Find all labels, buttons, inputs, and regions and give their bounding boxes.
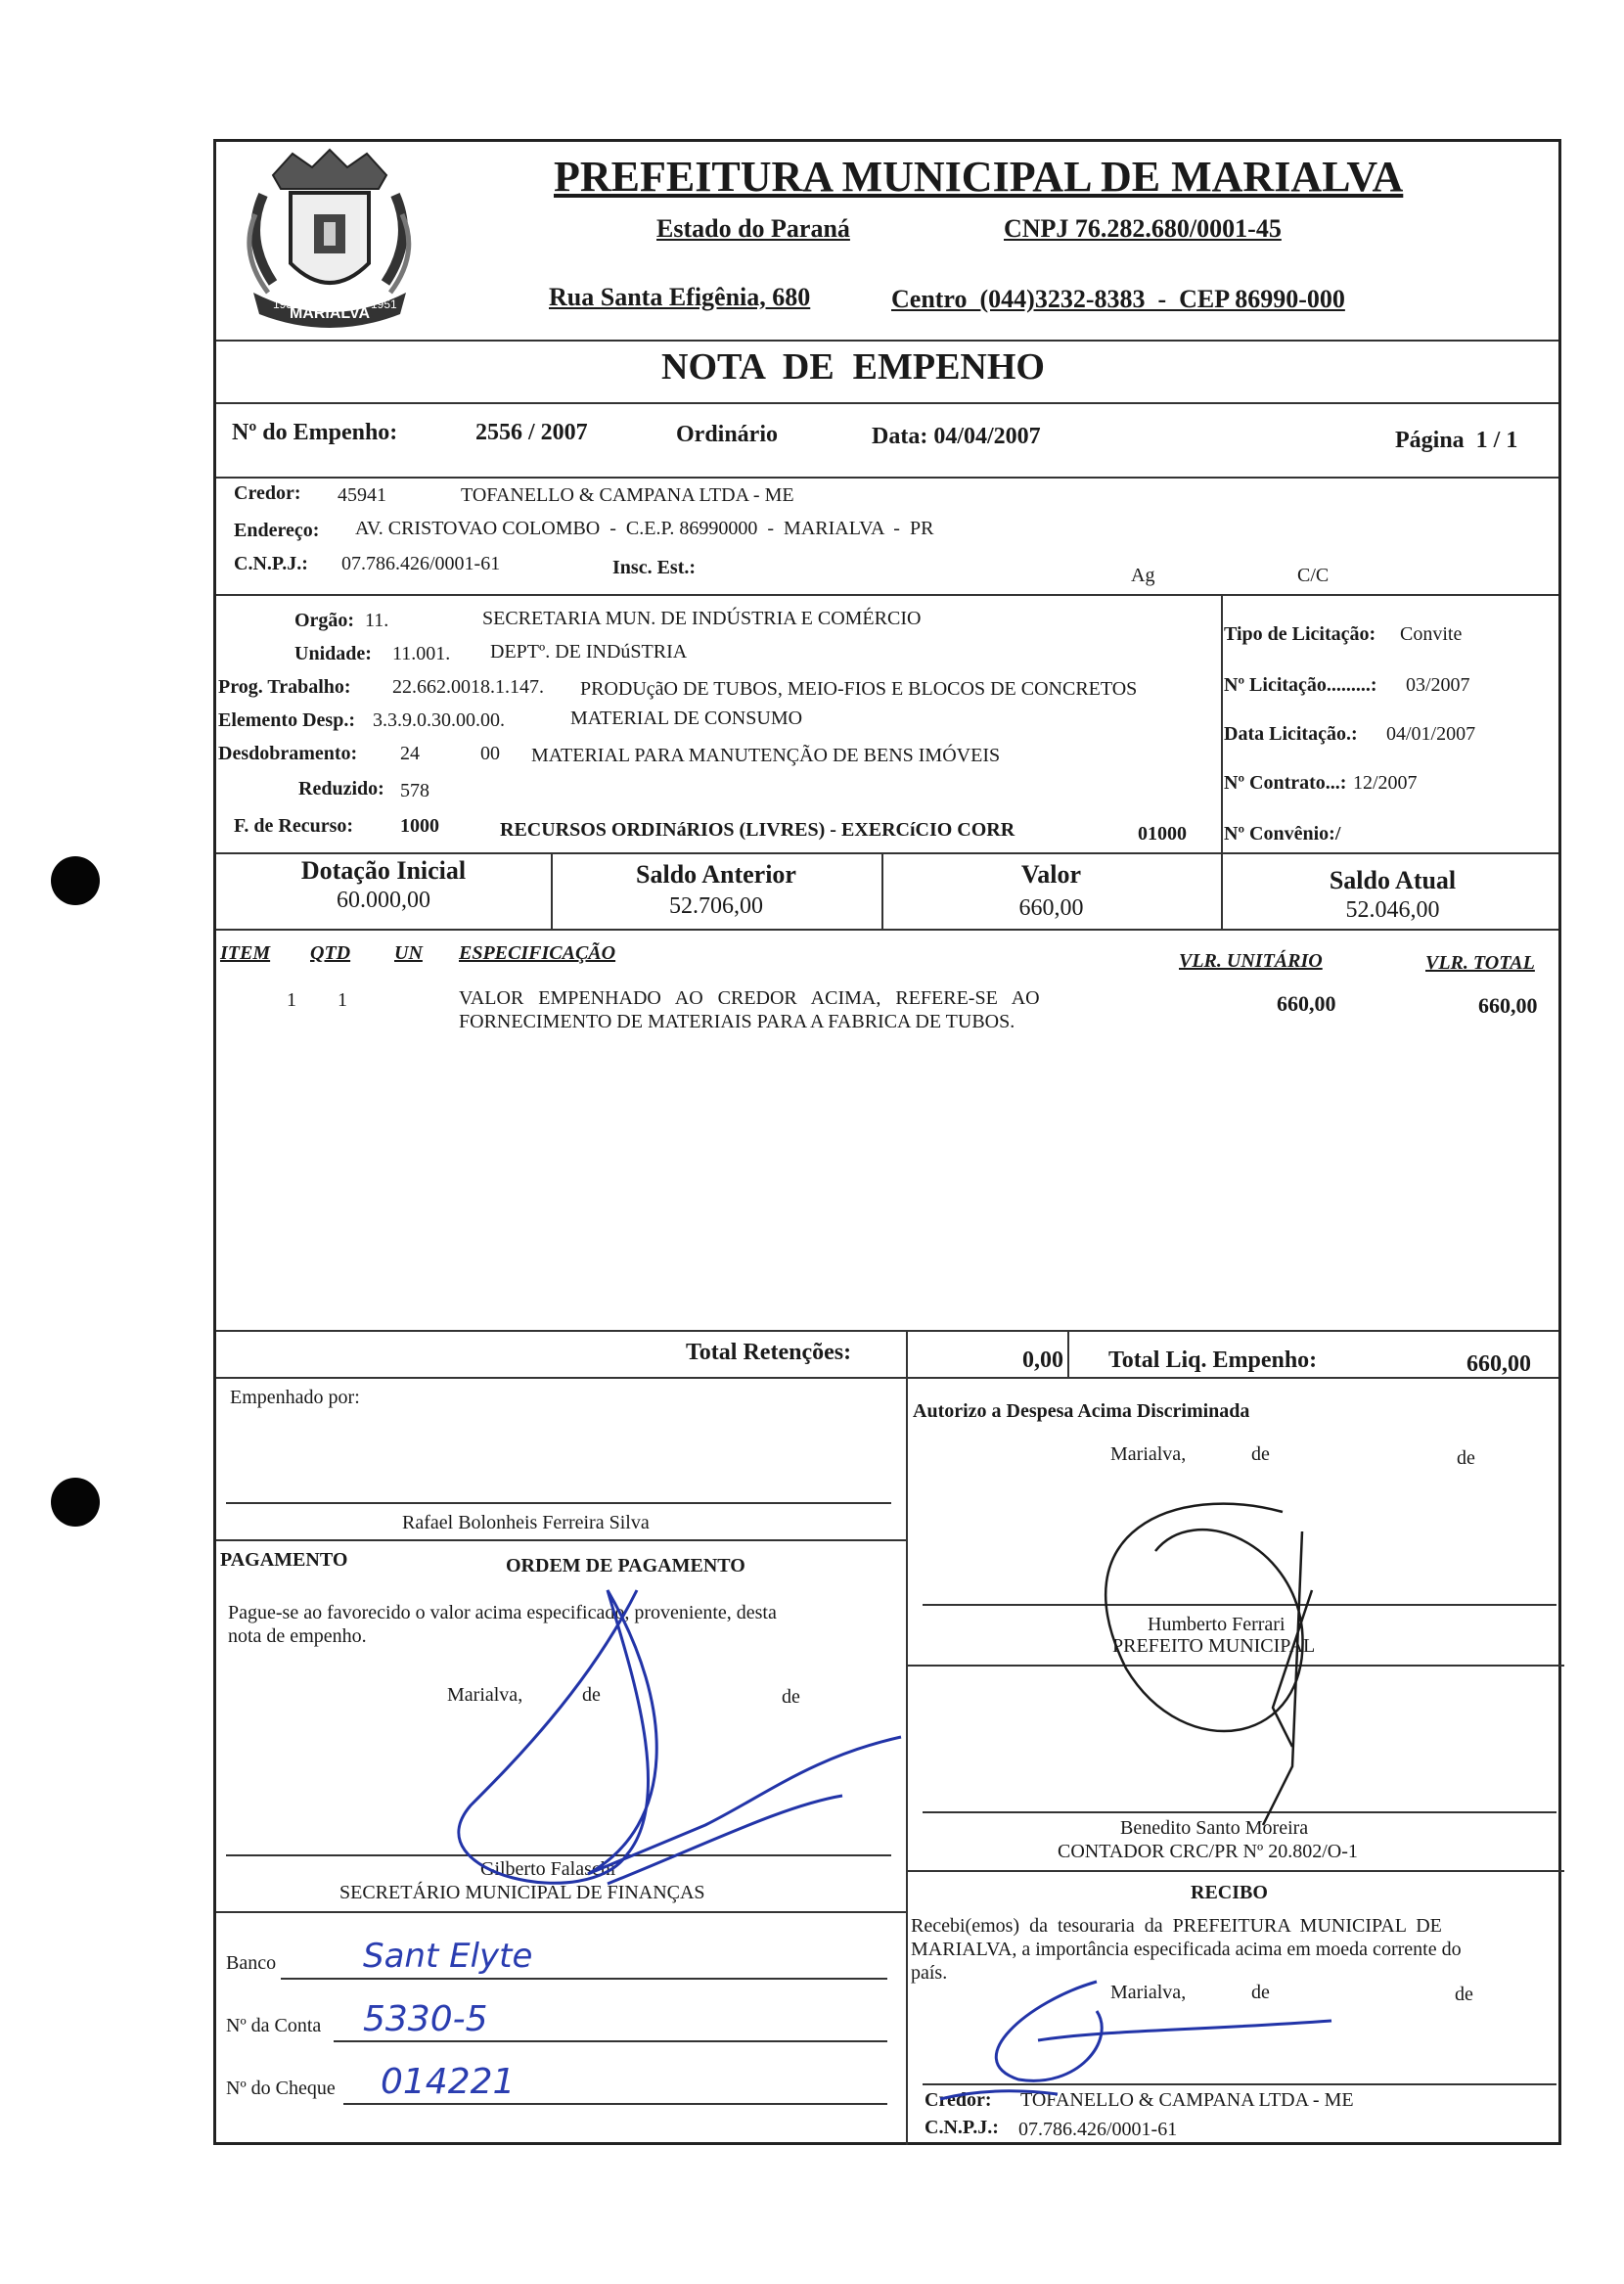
secretario-signature [459,1590,901,1884]
cheque-handwritten: 014221 [381,2062,516,2102]
crest-year-left: 1951 [273,297,299,311]
conta-handwritten: 5330-5 [363,1999,488,2039]
pagamento-text-line1: Pague-se ao favorecido o valor acima especificado, proveniente, desta [228,1602,777,1623]
pagamento-label: PAGAMENTO [220,1549,348,1571]
total-retencoes-value: 0,00 [1022,1348,1063,1373]
elemento-label: Elemento Desp.: [218,709,355,731]
autorizo-de-2: de [1457,1447,1475,1469]
autorizo-title: Autorizo a Despesa Acima Discriminada [913,1400,1250,1422]
pagamento-place: Marialva, [447,1684,523,1706]
nota-de-empenho-form [213,139,1561,2145]
contrato-number: 12/2007 [1353,772,1418,794]
dotacao-inicial-value: 60.000,00 [337,888,430,913]
recibo-title: RECIBO [1191,1882,1268,1903]
qtd-column-header: QTD [310,942,351,964]
un-column-header: UN [394,942,423,964]
insc-est-label: Insc. Est.: [612,557,697,578]
prefeito-name: Humberto Ferrari [1148,1614,1286,1635]
item-total-value: 660,00 [1478,993,1538,1018]
desdobramento-a: 24 [400,743,420,764]
contrato-label: Nº Contrato...: [1224,772,1347,794]
empenho-type: Ordinário [676,422,779,447]
secretario-role: SECRETÁRIO MUNICIPAL DE FINANÇAS [339,1882,705,1903]
reduzido-label: Reduzido: [298,778,384,799]
binder-hole-bottom [51,1478,100,1527]
handwritten-signatures [216,142,1564,2148]
document-title: NOTA DE EMPENHO [661,346,1045,388]
credor-code: 45941 [338,484,386,506]
recibo-text-line2: MARIALVA, a importância especificada acima em moeda corrente do [911,1939,1462,1960]
pagamento-de-2: de [782,1686,800,1708]
credor-cnpj-label: C.N.P.J.: [234,553,308,574]
credor-name: TOFANELLO & CAMPANA LTDA - ME [461,484,794,506]
item-column-header: ITEM [220,942,271,964]
desdobramento-label: Desdobramento: [218,743,358,764]
recibo-signature [940,1982,1331,2099]
contador-name: Benedito Santo Moreira [1120,1817,1309,1839]
credor-address: AV. CRISTOVAO COLOMBO - C.E.P. 86990000 - MARIALVA - PR [355,518,934,539]
recurso-number: 01000 [1138,823,1187,845]
item-quantity: 1 [338,989,347,1011]
recibo-text-line3: país. [911,1962,948,1984]
item-unit-value: 660,00 [1277,991,1336,1016]
item-description-line2: FORNECIMENTO DE MATERIAIS PARA A FABRICA DE TUBOS. [459,1011,1015,1032]
recibo-credor-label: Credor: [925,2089,992,2111]
empenhado-por-label: Empenhado por: [230,1387,360,1408]
conta-label: Nº da Conta [226,2015,322,2036]
state-name: Estado do Paraná [656,214,850,243]
total-liquido-value: 660,00 [1466,1351,1531,1377]
credor-address-label: Endereço: [234,520,320,541]
elemento-code: 3.3.9.0.30.00.00. [373,709,505,731]
pagamento-de-1: de [582,1684,601,1706]
desdobramento-description: MATERIAL PARA MANUTENÇÃO DE BENS IMÓVEIS [531,745,1001,766]
secretario-name: Gilberto Falaschi [480,1858,616,1880]
empenho-date: Data: 04/04/2007 [872,424,1041,449]
autorizo-de-1: de [1251,1443,1270,1465]
unidade-description: DEPTº. DE INDúSTRIA [490,641,688,662]
prog-trabalho-label: Prog. Trabalho: [218,676,351,698]
unit-value-column-header: VLR. UNITÁRIO [1179,950,1323,972]
tipo-licitacao: Convite [1400,623,1463,645]
reduzido-code: 578 [400,780,429,801]
total-liquido-label: Total Liq. Empenho: [1108,1348,1318,1373]
crest-ribbon-text: MARIALVA [289,305,371,322]
municipality-phone-cep: Centro (044)3232-8383 - CEP 86990-000 [891,285,1345,313]
orgao-description: SECRETARIA MUN. DE INDÚSTRIA E COMÉRCIO [482,608,922,629]
tipo-licitacao-label: Tipo de Licitação: [1224,623,1376,645]
elemento-description: MATERIAL DE CONSUMO [570,708,803,729]
prog-trabalho-code: 22.662.0018.1.147. [392,676,544,698]
item-number: 1 [287,989,296,1011]
valor-value: 660,00 [1018,895,1084,921]
dotacao-inicial-label: Dotação Inicial [300,856,467,885]
empenhado-por-name: Rafael Bolonheis Ferreira Silva [402,1512,650,1533]
unidade-code: 11.001. [392,643,451,664]
data-licitacao-label: Data Licitação.: [1224,723,1358,745]
saldo-anterior-label: Saldo Anterior [636,860,796,889]
crest-year-right: 1951 [371,297,397,311]
municipality-cnpj: CNPJ 76.282.680/0001-45 [1004,214,1282,243]
empenho-number-label: Nº do Empenho: [232,420,398,445]
recurso-description: RECURSOS ORDINáRIOS (LIVRES) - EXERCíCIO CORR [500,819,1015,841]
recibo-credor-name: TOFANELLO & CAMPANA LTDA - ME [1020,2089,1354,2111]
desdobramento-b: 00 [480,743,500,764]
total-retencoes-label: Total Retenções: [686,1340,852,1365]
recibo-cnpj-label: C.N.P.J.: [925,2117,999,2138]
cc-label: C/C [1297,565,1330,586]
saldo-atual-value: 52.046,00 [1345,897,1440,923]
total-value-column-header: VLR. TOTAL [1425,952,1535,974]
contador-role: CONTADOR CRC/PR Nº 20.802/O-1 [1058,1841,1358,1862]
binder-hole-top [51,856,100,905]
ordem-pagamento-label: ORDEM DE PAGAMENTO [506,1555,745,1576]
orgao-label: Orgão: [294,610,355,631]
recibo-de-2: de [1455,1984,1473,2005]
data-licitacao: 04/01/2007 [1386,723,1476,745]
banco-handwritten: Sant Elyte [363,1937,533,1976]
saldo-atual-label: Saldo Atual [1329,866,1457,894]
banco-label: Banco [226,1952,277,1974]
recibo-text-line1: Recebi(emos) da tesouraria da PREFEITURA MUNICIPAL DE [911,1915,1442,1937]
municipality-address: Rua Santa Efigênia, 680 [549,283,811,311]
recibo-cnpj: 07.786.426/0001-61 [1018,2119,1178,2140]
unidade-label: Unidade: [294,643,372,664]
credor-cnpj: 07.786.426/0001-61 [341,553,501,574]
recibo-place: Marialva, [1110,1982,1187,2003]
credor-label: Credor: [234,482,301,504]
saldo-anterior-value: 52.706,00 [669,893,763,919]
pagamento-text-line2: nota de empenho. [228,1625,367,1647]
prog-trabalho-description: PRODUçãO DE TUBOS, MEIO-FIOS E BLOCOS DE CONCRETOS [580,678,1138,700]
licitacao-number: 03/2007 [1406,674,1470,696]
prefeito-role: PREFEITO MUNICIPAL [1112,1635,1316,1657]
recurso-code: 1000 [400,815,439,837]
autorizo-place: Marialva, [1110,1443,1187,1465]
recibo-de-1: de [1251,1982,1270,2003]
ag-label: Ag [1131,565,1155,586]
empenho-number: 2556 / 2007 [475,420,588,445]
page-number: Página 1 / 1 [1395,428,1518,453]
orgao-code: 11. [365,610,389,631]
licitacao-number-label: Nº Licitação.........: [1224,674,1377,696]
convenio-label: Nº Convênio:/ [1224,823,1341,845]
recurso-label: F. de Recurso: [234,815,354,837]
prefeito-signature [1105,1504,1312,1825]
spec-column-header: ESPECIFICAÇÃO [459,942,616,964]
valor-label: Valor [1020,860,1082,889]
municipality-title: PREFEITURA MUNICIPAL DE MARIALVA [554,153,1404,201]
item-description-line1: VALOR EMPENHADO AO CREDOR ACIMA, REFERE-SE AO [459,987,1040,1009]
cheque-label: Nº do Cheque [226,2078,336,2099]
